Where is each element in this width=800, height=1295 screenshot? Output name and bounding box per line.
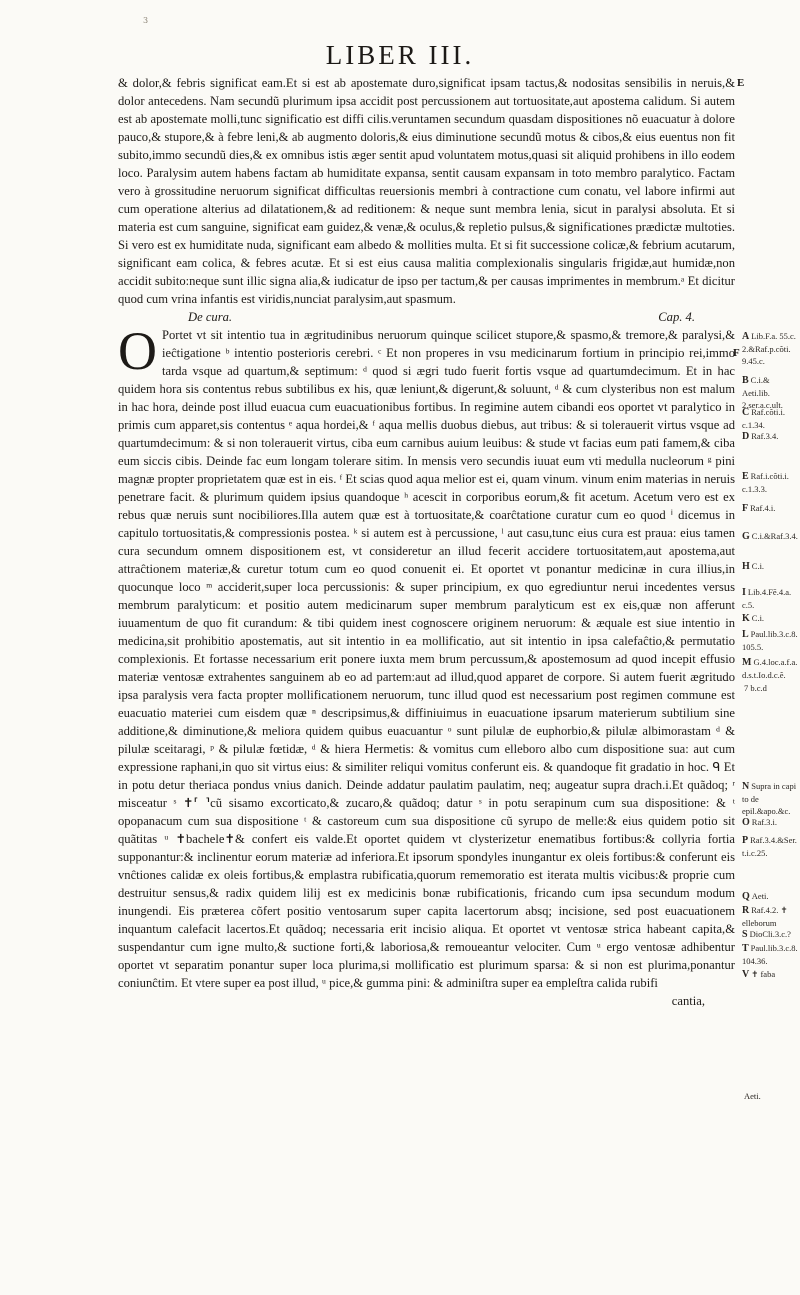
side-letter-f: F xyxy=(733,347,740,359)
main-text xyxy=(118,74,735,1010)
margin-note: E Raf.i.cõti.i. c.1.3.3. xyxy=(742,471,789,494)
chapter-number: Cap. 4. xyxy=(658,310,695,324)
section-title: De cura. xyxy=(188,310,233,324)
catchword: cantia, xyxy=(671,994,705,1008)
margin-note: I Lib.4.Fē.4.a. c.5. xyxy=(742,587,792,610)
margin-note: V ✝ faba xyxy=(742,969,776,980)
page-mark: 3 xyxy=(143,16,149,25)
page-header: LIBER III. xyxy=(325,40,475,70)
margin-note: S DioCli.3.c.? xyxy=(742,929,791,940)
margin-note: B C.i.& Aeti.lib. 2.ser.a.c.ult. xyxy=(742,375,783,410)
margin-note: K C.i. xyxy=(742,613,765,624)
margin-note: N Supra in capi to de epil.&apo.&c. xyxy=(742,781,797,816)
margin-note: H C.i. xyxy=(742,561,765,572)
margin-note: O Raf.3.i. xyxy=(742,817,778,828)
paragraph-cure-text: Portet vt sit intentio tua in ægritudinibus neruorum quinque scilicet stupore,& spasmo,& tremore,& paralysi,& ieĉtigatione ᵇ intentio posterioris cerebri. ᶜ Et non properes in vsu medicinarum fortium in principio rei,immo tarda vsque ad quartum,& septimum: ᵈ quod si ægri tudo fuerit fortis vsque ad quartumdecimum. Et in hac quidem hora sis contentus rebus subtilibus ex his, quæ leniunt,& digerunt,& soluunt, ᵈ & cum clysteribus non est malum in hac hora, deinde post illud euacua cum euacuationibus fortibus. In regimine autem cibandi eos oportet vt paralytico in primis cum apparet,sis contentus ᵉ aqua hordei,& ᶠ aqua mellis duobus diebus, aut tribus: & si tolerauerit virtus vsque ad quartumdecimum: & si non tolerauerit virtus, ciba eum carnibus auium leuibus: & stude vt facias eum pati famem,& ciba eum siccis cibis. Deinde fac eum longam tolerare sitim. In mensis vero secundis iuuat eum vti medulla nucleorum ᵍ pini magnæ propter proprietatem quæ est in eis. ᶠ Et scias quod aqua melior est ei, quam vinum. vinum enim materias in neruis penetrare facit. & plurimum quidem ipsius quandoque ʰ acescit in corporibus eorum,& fit acetum. Acetum vero est ex rebus quæ neruis sunt nocibiliores.Illa autem quæ est à tortuositate,& coarĉtatione curatur cum eo quod ⁱ dicemus in capitulo tortuositatis,& compressionis postea. ᵏ si autem est à percussione, ˡ aut casu,tunc eius cura est praua: eius tamen cura secundum omnem dispositionem est, vt consideretur an illud fecerit accidere tortuositatem,aut apostema,aut attraĉtionem materiæ,& curetur totum cum eo quod conuenit ei. Et oportet vt ponantur medicinæ in cura illius,in quocunque loco ᵐ acciderit,super loca percussionis: & super principium, ex quo egrediuntur nerui incedentes versus membrum paralyticum: et positio autem medicinarum super membrum paralyticum est ex eis,quæ non afferunt iuuamentum de quo fit curandum: & tibi quidem inest cognoscere originem neruorum: & æquale est siue intentio in medicina,sit prohibitio apostematis, aut sit intentio in ea mollificatio, aut sit intentio in ipsa calefaĉtio,& permutatio complexionis. Et fortasse necessarium erit ponere iuxta mem brum percussum,& apostemosum ad quod incepit effusio materiæ ventosæ extrahentes sanguinem ab eo ad partem:aut ad illud,quod apparet de corpore. Si autem fuerit ægritudo ipsa paralysis vera facta propter mollificationem neruorum, tunc illud quod est necessarium post regimen commune est euacuatio materiei cum eisdem quæ ⁿ descripsimus,& diffiniuimus in euacuatione ipsarum materierum subtilium sine additione,& diminutione,& meliora quidem quibus euacuantur ᵒ sunt pilulæ de euphorbio,& pilulæ albimorastam ᵈ & pilulæ sceitaragi, ᵖ & pilulæ fœtidæ, ᵈ & hiera Hermetis: & vomitus cum elleboro albo cum dispositione sua: aut cum expressione raphani,in quo sit virtus eius: & similiter reliqui vomitus conferunt eis. & quandoque fit gradatio in hoc. ᑫ Et in potu detur theriaca pondus vnius danich. Deinde addatur paulatim paulatim, neq; augeatur supra drach.i.Et quãdoq; ʳ misceatur ˢ ✝⸢ ⸣cũ sisamo excorticato,& zucaro,& quãdoq; datur ˢ in potu serapinum cum sua dispositione: & ᵗ opopanacum cum sua dispositione ᵗ & castoreum cum sua dispositione cũ syrupo de melle:& eius quidem potio sit quãtitas ᵘ ✝bachele✝& confert eis valde.Et oportet quidem vt clysterizetur enematibus fortibus:& collyria fortia supponantur:& inclinentur eorum materiæ ad inferiora.Et ipsorum spondyles inungantur ex oleis fortibus:& conferunt eis vnĉtiones calidæ ex oleis fortibus,& emplastra rubificatia,quorum rememoratio est iterata multis vicibus:& proprie cum destruitur sensus,& radix quidem lilij est ex medicinis bonæ rubificationis, fricando cum ipsa secundum modum inungendi. Eis præterea cõfert positio ventosarum super capita lacertorum absq; incisione, sed post euacuationem inquantum calefacit lacertos.Et quãdoq; necessaria erit incisio aliqua. Et oportet vt ventosæ strica habeant capita,& suspendantur cum igne multo,& suctione forti,& laboriosa,& remoueantur velociter. Cum ᵘ ergo ventosæ adhibentur oportet vt separatim ponantur super loca plurima,si mollificatio est plurimum sparsa: & si non est plurima,ponantur coniunĉtim. Et vtere super ea post illud, ᵘ pice,& gumma pini: & adminiſtra super ea empleſtra calida rubifi xyxy=(118,328,735,990)
margin-note: T Paul.lib.3.c.8. 104.36. xyxy=(742,943,798,966)
side-letter-e: E xyxy=(737,77,745,89)
margin-note: C Raf.cõti.i. c.1.34. xyxy=(742,407,785,430)
margin-note: L Paul.lib.3.c.8. 105.5. xyxy=(742,629,798,652)
paragraph-diagnosis: & dolor,& febris significat eam.Et si est ab apostemate duro,significat ipsam tactus,& nodositas sensibilis in neruis,& dolor antecedens. Nam secundũ plurimum ipsa accidit post percussionem aut tortuositate,aut apostema calidum. Si autem est ab apostemate molli,tunc significatio est diffi cilis.veruntamen secundum quasdam dispositiones nõ euacuatur à dolore pauco,& stupore,& à febre leni,& ab augmento doloris,& eius diminutione secundũ motus & cibos,& eius euentus non fit subito,immo secundũ dies,& ex omnibus istis æger sentit apud voluntatem motus,quasi sit aliquid prohibens in illo eodem loco. Paralysim autem habens factam ab humiditate expansa, sentit causam expansam in toto membro paralytico. Factam vero à grossitudine neruorum significat difficultas reuersionis membri à contractione cum conatu, vel labore infirmi aut cum operatione alterius ad dilatationem,& ad reditionem: & neque sunt membra lenia, sicut in paralysi absoluta. Et si materia est cum sanguine, significat eam guidez,& venæ,& oculus,& repletio pulsus,& significationes prædictæ multoties. Si vero est ex humiditate nuda, significant eam albedo & mollities multa. Et si fit successione colicæ,& febrium acutarum, significant eam colica, & febres acutæ. Et si est eius causa malitia complexionalis singularis frigidæ,aut humidæ,non accidit subito:neque sunt illic signa alia,& iudicatur de ipso per tactum,& per causas imprimentes in membrum.ᵃ Et dicitur quod cum vrina infantis est viridis,nunciat paralysim,aut spasmum. xyxy=(118,76,735,306)
margin-note: F Raf.4.i. xyxy=(742,503,776,514)
margin-note: 7 b.c.d xyxy=(744,683,767,693)
section-heading xyxy=(118,308,735,326)
drop-cap: O xyxy=(118,321,157,381)
margin-note: R Raf.4.2. ✝ elleborum xyxy=(742,905,788,928)
margin-note: M G.4.loc.a.f.a. d.s.t.Io.d.c.ẽ. xyxy=(742,657,798,680)
paragraph-cure xyxy=(118,321,735,992)
margin-note: Q Aeti. xyxy=(742,891,769,902)
margin-note: D Raf.3.4. xyxy=(742,431,779,442)
margin-note: Aeti. xyxy=(744,1091,761,1101)
margin-note: G C.i.&Raf.3.4. xyxy=(742,531,798,542)
margin-note: P Raf.3.4.&Ser. t.i.c.25. xyxy=(742,835,797,858)
margin-note: A Lib.F.a. 55.c. 2.&Raf.p.cõti. 9.45.c. xyxy=(742,331,796,366)
